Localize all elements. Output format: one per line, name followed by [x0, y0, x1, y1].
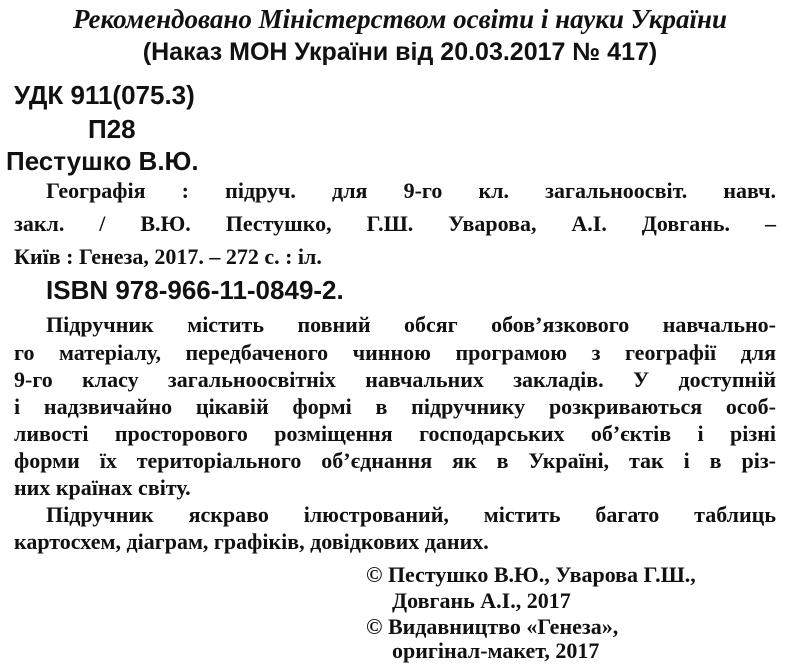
copyright-authors	[366, 562, 696, 588]
order-line: (Наказ МОН України від 20.03.2017 № 417)	[142, 38, 658, 66]
copyright-symbol: ©	[366, 562, 383, 587]
recommendation-line: Рекомендовано Міністерством освіти і науки України	[72, 4, 728, 34]
annotation-line-4: і надзвичайно цікавій формі в підручнику розкриваються особ-	[14, 394, 776, 419]
annotation-line-5: ливості просторового розміщення господарських об’єктів і різні	[14, 421, 776, 446]
isbn: ISBN 978-966-11-0849-2.	[46, 275, 344, 305]
annotation-line-7: них країнах світу.	[14, 475, 191, 500]
copyright-publisher	[366, 614, 618, 640]
copyright-authors-line-1: Пестушко В.Ю., Уварова Г.Ш.,	[387, 562, 696, 587]
annotation-p2-line-2: картосхем, діаграм, графіків, довідкових даних.	[14, 529, 489, 554]
bibliography-line-1: Географія : підруч. для 9-го кл. загальноосвіт. навч.	[46, 178, 776, 203]
annotation-line-6: форми їх територіального об’єднання як в Україні, так і в різ-	[14, 448, 776, 473]
bibliography-line-2: закл. / В.Ю. Пестушко, Г.Ш. Уварова, А.І. Довгань. –	[14, 211, 776, 236]
copyright-publisher-line-2: оригінал-макет, 2017	[392, 638, 600, 663]
annotation-p2-line-1: Підручник яскраво ілюстрований, містить багато таблиць	[46, 502, 776, 527]
copyright-publisher-line-1: Видавництво «Генеза»,	[387, 614, 619, 639]
author-heading: Пестушко В.Ю.	[6, 146, 199, 176]
annotation-line-2: го матеріалу, передбаченого чинною програмою з географії для	[14, 340, 776, 365]
copyright-symbol: ©	[366, 614, 383, 639]
library-code: П28	[88, 114, 136, 144]
udk-code: УДК 911(075.3)	[14, 80, 195, 110]
copyright-authors-line-2: Довгань А.І., 2017	[392, 588, 571, 613]
bibliography-line-3: Київ : Генеза, 2017. – 272 с. : іл.	[14, 244, 322, 269]
annotation-line-1: Підручник містить повний обсяг обов’язкового навчально-	[46, 312, 776, 337]
annotation-line-3: 9-го класу загальноосвітніх навчальних закладів. У доступній	[14, 367, 776, 392]
